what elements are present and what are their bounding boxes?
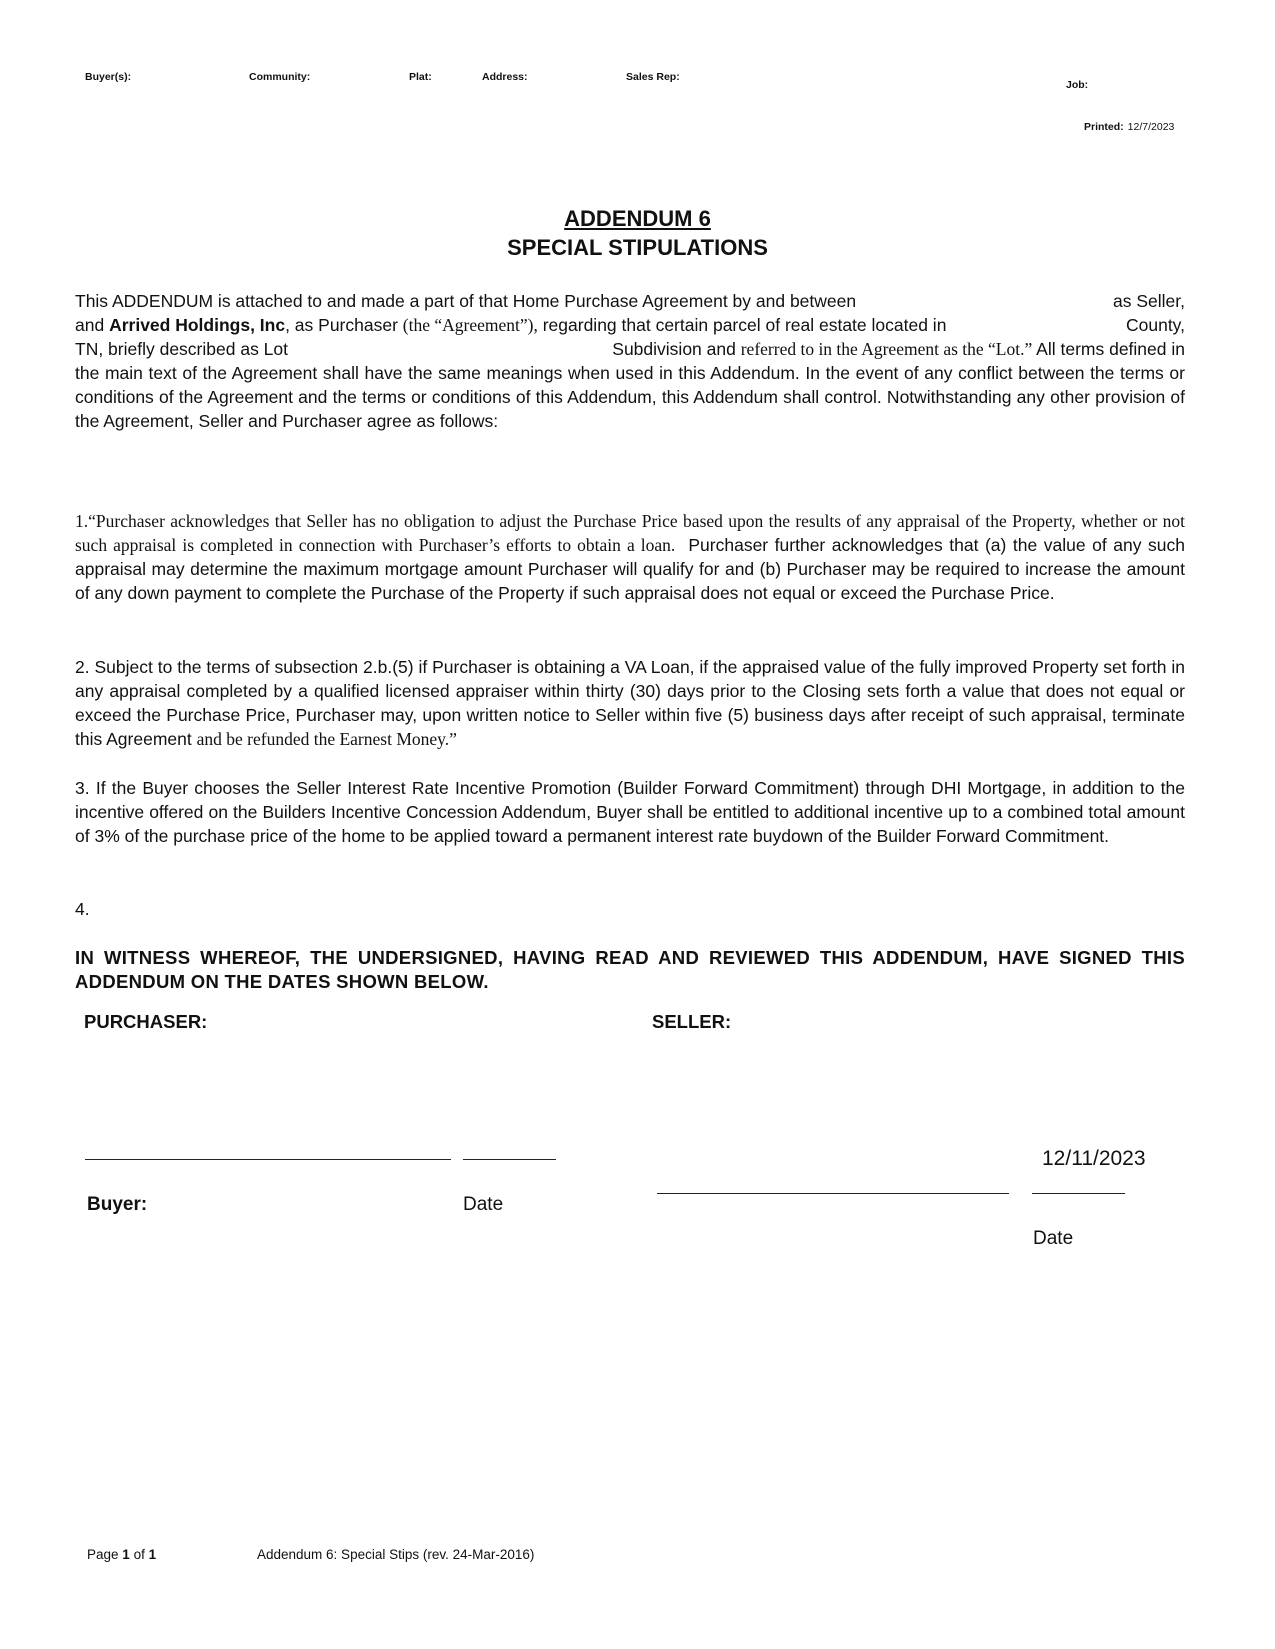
intro-line-2 [75, 313, 1185, 337]
buyers-label: Buyer(s): [85, 71, 132, 83]
seller-date-line[interactable] [1032, 1193, 1125, 1194]
address-label: Address: [482, 71, 528, 83]
buyer-date-label: Date [463, 1194, 504, 1215]
printed-label: Printed: [1084, 121, 1124, 133]
witness-clause: IN WITNESS WHEREOF, THE UNDERSIGNED, HAVING READ AND REVIEWED THIS ADDENDUM, HAVE SIGNED THIS ADDENDUM ON THE DATES SHOWN BELOW. [75, 947, 1185, 992]
buyer-label: Buyer: [87, 1194, 148, 1215]
purchaser-name: Arrived Holdings, Inc [109, 315, 286, 335]
seller-label: SELLER: [652, 1011, 732, 1032]
stipulation-1-serif: 1.“Purchaser acknowledges that Seller has no obligation to adjust the Purchase Price based upon the results of any appraisal of the Property, whether or not such appraisal is completed in connection with Purchaser’s efforts to obtain a loan. [75, 511, 1185, 555]
buyer-date-line[interactable] [463, 1159, 556, 1160]
purchaser-label: PURCHASER: [84, 1011, 208, 1032]
addendum-number: ADDENDUM 6 [564, 206, 711, 231]
seller-date-value: 12/11/2023 [1042, 1147, 1146, 1170]
footer-doc-name: Addendum 6: Special Stips (rev. 24-Mar-2016) [257, 1547, 535, 1562]
plat-label: Plat: [409, 71, 432, 83]
buyer-signature-line[interactable] [85, 1159, 451, 1160]
stipulation-1-rest: Purchaser further acknowledges that (a) the value of any such appraisal may determine the maximum mortgage amount Purchaser will qualify for and (b) Purchaser may be required to increase the amount of any down payment to complete the Purchase of the Property if such appraisal does not equal or exceed the Purchase Price. [75, 535, 1186, 603]
stipulation-4: 4. [75, 899, 90, 919]
intro-l2-left: and Arrived Holdings, Inc, as Purchaser (the “Agreement”), regarding that certain parcel of real estate located in [75, 315, 947, 335]
addendum-subtitle: SPECIAL STIPULATIONS [507, 235, 768, 260]
intro-rest: the main text of the Agreement shall have the same meanings when used in this Addendum. In the event of any conflict between the terms or conditions of the Agreement and the terms or conditions of this Addendum, this Addendum shall control. Notwithstanding any other provision of the Agreement, Seller and Purchaser agree as follows: [75, 363, 1185, 431]
sales-rep-label: Sales Rep: [626, 71, 680, 83]
printed-line [1084, 121, 1174, 133]
intro-paragraph [75, 289, 1185, 433]
community-label: Community: [249, 71, 311, 83]
printed-date: 12/7/2023 [1127, 121, 1175, 133]
document-title [0, 205, 1275, 263]
intro-l3-right: Subdivision and referred to in the Agreement as the “Lot.” All terms defined in [612, 339, 1185, 359]
page-indicator: Page 1 of 1 [87, 1547, 157, 1562]
intro-l1-text: This ADDENDUM is attached to and made a part of that Home Purchase Agreement by and between [75, 291, 857, 311]
seller-date-label: Date [1033, 1228, 1074, 1249]
intro-line-3 [75, 337, 1185, 361]
stipulation-2 [75, 655, 1185, 751]
stipulation-3: 3. If the Buyer chooses the Seller Interest Rate Incentive Promotion (Builder Forward Commitment) through DHI Mortgage, in addition to the incentive offered on the Builders Incentive Concession Addendum, Buyer shall be entitled to additional incentive up to a combined total amount of 3% of the purchase price of the home to be applied toward a permanent interest rate buydown of the Builder Forward Commitment. [75, 778, 1185, 846]
stipulation-2-serif: and be refunded the Earnest Money.” [196, 729, 457, 749]
stipulation-2-main: 2. Subject to the terms of subsection 2.b.(5) if Purchaser is obtaining a VA Loan, if the appraised value of the fully improved Property set forth in any appraisal completed by a qualified licensed appraiser within thirty (30) days prior to the Closing sets forth a value that does not equal or exceed the Purchase Price, Purchaser may, upon written notice to Seller within five (5) business days after receipt of such appraisal, terminate this Agreement [75, 657, 1185, 749]
intro-l1-seller: as Seller, [1113, 291, 1185, 311]
stipulation-1 [75, 509, 1185, 605]
job-label: Job: [1066, 79, 1089, 91]
intro-l2-county: County, [1125, 315, 1185, 335]
seller-signature-line[interactable] [657, 1193, 1009, 1194]
intro-line-1 [75, 289, 1185, 313]
intro-l3-lot: TN, briefly described as Lot [75, 339, 289, 359]
